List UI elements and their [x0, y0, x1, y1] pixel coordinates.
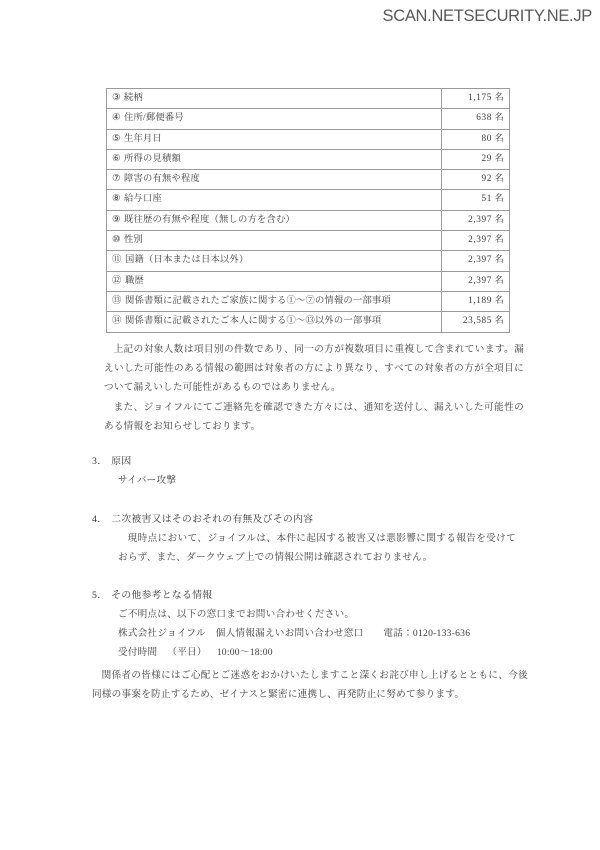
section-secondary-damage-number: 4．: [92, 514, 108, 525]
row-count-unit: 名: [494, 235, 504, 246]
section-secondary-damage-text: 現時点において、ジョイフルは、本件に起因する被害又は悪影響に関する報告を受けておらず、また、ダークウェブ上での情報公開は確認されておりません。: [118, 533, 516, 564]
table-cell-label: [107, 190, 442, 210]
table-cell-label: [107, 251, 442, 271]
table-cell-label: [107, 291, 442, 311]
section-other-info-title: その他参考となる情報: [111, 590, 213, 601]
row-label-text: 既往歴の有無や程度（無しの方を含む）: [124, 214, 295, 225]
table-cell-label: [107, 89, 442, 109]
row-index-marker: ⑧: [112, 194, 121, 205]
row-count-unit: 名: [494, 174, 504, 185]
row-label-text: 続柄: [124, 93, 144, 103]
table-cell-count: [442, 312, 510, 332]
table-cell-count: [442, 89, 510, 109]
row-label-text: 障害の有無や程度: [124, 174, 201, 185]
table-cell-count: [442, 210, 510, 230]
table-cell-label: [107, 210, 442, 230]
row-index-marker: ⑪: [112, 255, 122, 266]
closing-text: 関係者の皆様にはご心配とご迷惑をおかけいたしますこと深くお詫び申し上げるとともに、今後同様の事案を防止するため、ゼイナスと緊密に連携し、再発防止に努めて参ります。: [92, 670, 528, 701]
row-count-unit: 名: [494, 133, 504, 144]
contact-desk: 個人情報漏えいお問い合わせ窓口: [215, 628, 364, 640]
section-cause-heading: [92, 452, 542, 471]
table-cell-label: [107, 129, 442, 149]
table-cell-count: [442, 291, 510, 311]
table-row: [107, 129, 510, 149]
row-label-text: 給与口座: [124, 194, 163, 205]
contact-phone-number[interactable]: 0120-133-636: [412, 628, 471, 640]
table-cell-label: [107, 170, 442, 190]
table-cell-count: [442, 271, 510, 291]
row-count-unit: 名: [494, 153, 504, 164]
contact-phone-label: 電話：: [383, 628, 413, 640]
table-cell-count: [442, 109, 510, 129]
table-cell-label: [107, 149, 442, 169]
row-count-value: 2,397: [468, 255, 492, 266]
leaked-items-table: [106, 88, 510, 333]
note-paragraph-2: また、ジョイフルにてご連絡先を確認できた方々には、通知を送付し、漏えいした可能性のある情報をお知らせしております。: [104, 401, 524, 432]
site-watermark: SCAN.NETSECURITY.NE.JP: [382, 7, 592, 25]
section-cause-number: 3．: [92, 456, 108, 467]
table-row: [107, 231, 510, 251]
section-cause: [92, 452, 542, 490]
row-label-text: 所得の見積額: [124, 153, 182, 164]
leaked-items-table-wrapper: [106, 88, 510, 333]
row-label-text: 住所/郵便番号: [124, 113, 184, 124]
row-count-unit: 名: [494, 295, 504, 306]
table-body: [107, 89, 510, 333]
section-secondary-damage-title: 二次被害又はそのおそれの有無及びその内容: [111, 514, 314, 525]
row-label-text: 関係書類に記載されたご本人に関する①～⑬以外の一部事項: [125, 316, 382, 327]
section-secondary-damage-heading: [92, 510, 542, 529]
table-cell-count: [442, 129, 510, 149]
table-row: [107, 251, 510, 271]
row-label-text: 生年月日: [124, 133, 163, 144]
row-count-unit: 名: [494, 113, 504, 124]
row-count-value: 2,397: [468, 235, 492, 246]
closing-statement: [92, 666, 528, 705]
section-secondary-damage-body: [92, 529, 516, 567]
section-other-info: [92, 586, 542, 663]
row-count-unit: 名: [494, 93, 504, 103]
row-index-marker: ⑥: [112, 153, 121, 164]
row-index-marker: ④: [112, 113, 121, 124]
table-row: [107, 109, 510, 129]
table-cell-count: [442, 170, 510, 190]
section-cause-title: 原因: [111, 456, 132, 467]
section-cause-body: サイバー攻撃: [118, 475, 177, 486]
row-count-unit: 名: [494, 275, 504, 286]
row-count-value: 92: [481, 174, 492, 185]
contact-hours-time: 10:00～18:00: [216, 647, 273, 659]
contact-hours-label: 受付時間: [118, 647, 158, 659]
row-index-marker: ⑦: [112, 174, 121, 185]
row-label-text: 職歴: [125, 275, 144, 286]
row-count-value: 23,585: [462, 316, 492, 327]
row-count-value: 51: [481, 194, 492, 205]
table-cell-label: [107, 271, 442, 291]
row-count-unit: 名: [494, 214, 504, 225]
section-other-info-heading: [92, 586, 542, 605]
table-cell-label: [107, 109, 442, 129]
row-index-marker: ⑨: [112, 214, 121, 225]
contact-hours-line: [92, 643, 516, 662]
table-cell-label: [107, 231, 442, 251]
row-index-marker: ③: [112, 93, 121, 103]
row-count-unit: 名: [494, 194, 504, 205]
row-count-value: 80: [481, 133, 492, 144]
table-notes: [104, 340, 524, 436]
row-count-value: 1,189: [468, 295, 492, 306]
row-count-value: 638: [476, 113, 492, 124]
table-row: [107, 170, 510, 190]
row-index-marker: ⑫: [112, 275, 122, 286]
table-row: [107, 210, 510, 230]
table-row: [107, 312, 510, 332]
section-other-info-number: 5．: [92, 590, 108, 601]
row-index-marker: ⑤: [112, 133, 121, 144]
table-cell-label: [107, 312, 442, 332]
table-row: [107, 190, 510, 210]
table-row: [107, 271, 510, 291]
row-index-marker: ⑭: [112, 316, 122, 327]
table-cell-count: [442, 231, 510, 251]
row-label-text: 国籍（日本または日本以外）: [125, 255, 249, 266]
contact-hours-days: （平日）: [167, 647, 207, 659]
table-row: [107, 291, 510, 311]
table-cell-count: [442, 149, 510, 169]
row-count-value: 2,397: [468, 275, 492, 286]
table-cell-count: [442, 190, 510, 210]
section-other-info-body: ご不明点は、以下の窓口までお問い合わせください。: [118, 609, 355, 620]
table-row: [107, 89, 510, 109]
section-secondary-damage: [92, 510, 542, 567]
row-label-text: 性別: [124, 235, 144, 246]
note-paragraph-1: 上記の対象人数は項目別の件数であり、同一の方が複数項目に重複して含まれています。漏えいした可能性のある情報の範囲は対象者の方により異なり、すべての対象者の方が全項目について漏えいした可能性があるものではありません。: [104, 344, 524, 394]
contact-company: 株式会社ジョイフル: [118, 628, 206, 640]
contact-organization-line: [92, 624, 516, 643]
row-index-marker: ⑬: [112, 295, 122, 306]
row-count-unit: 名: [494, 255, 504, 266]
row-count-value: 1,175: [468, 93, 492, 103]
row-index-marker: ⑩: [112, 235, 121, 246]
table-cell-count: [442, 251, 510, 271]
row-count-unit: 名: [494, 316, 504, 327]
row-count-value: 2,397: [468, 214, 492, 225]
table-row: [107, 149, 510, 169]
row-count-value: 29: [481, 153, 492, 164]
row-label-text: 関係書類に記載されたご家族に関する①～⑦の情報の一部事項: [125, 295, 391, 306]
